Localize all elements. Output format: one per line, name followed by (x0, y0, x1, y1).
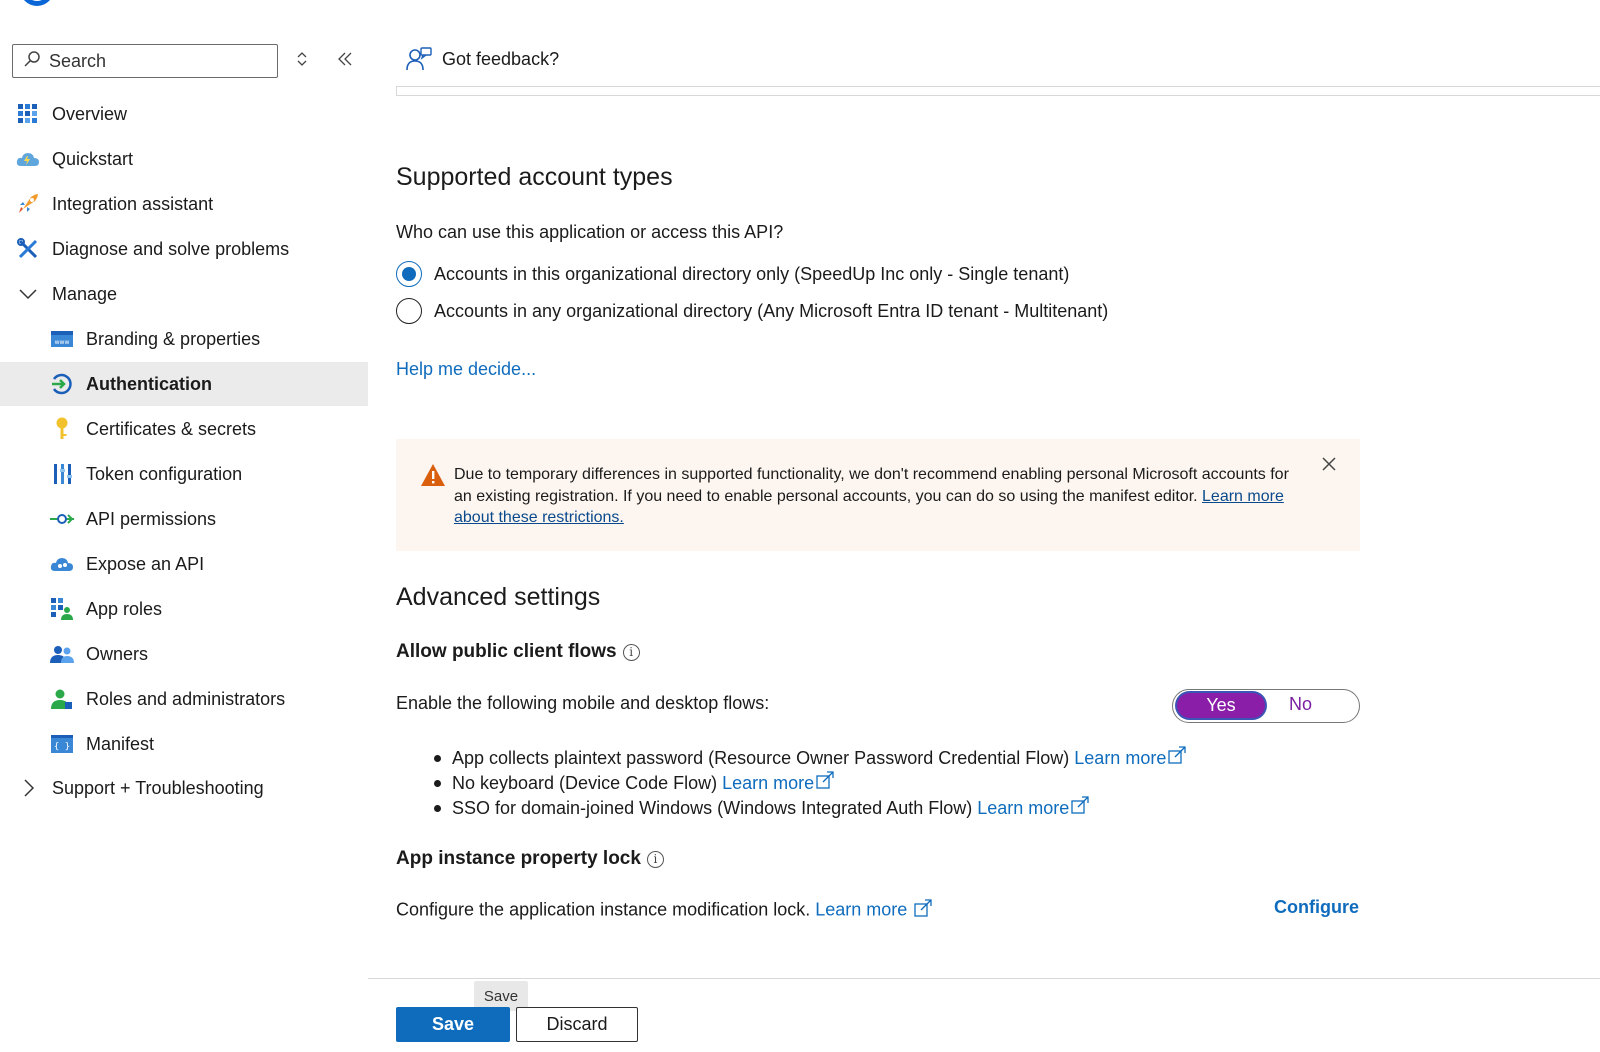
learn-more-link[interactable]: Learn more (815, 899, 908, 920)
save-button[interactable]: Save (396, 1007, 510, 1042)
sidebar-item-token-config[interactable] (0, 452, 368, 496)
sidebar-item-label: Manifest (86, 733, 155, 754)
owners-icon (50, 642, 74, 666)
section-title-account-types: Supported account types (396, 163, 673, 191)
tools-icon (16, 237, 40, 261)
sidebar-item-branding[interactable] (0, 317, 368, 361)
external-link-icon (1168, 746, 1186, 771)
sidebar-item-owners[interactable] (0, 632, 368, 676)
external-link-icon (914, 899, 932, 922)
info-icon[interactable]: i (647, 851, 664, 868)
section-title-advanced: Advanced settings (396, 583, 601, 611)
radio-button-checked[interactable] (396, 261, 422, 287)
flow-text: SSO for domain-joined Windows (Windows Integrated Auth Flow) (452, 798, 973, 818)
chevron-down-icon (16, 282, 40, 306)
radio-single-tenant[interactable] (396, 261, 1069, 287)
learn-more-restrictions-link[interactable]: Learn more about these restrictions. (454, 487, 1284, 526)
search-icon (23, 50, 41, 73)
manifest-icon (50, 732, 74, 756)
sidebar-item-label: Owners (86, 643, 149, 664)
authentication-icon (50, 372, 74, 396)
roles-admins-icon (50, 687, 74, 711)
bullet-dot (434, 755, 441, 762)
svg-text:www: www (54, 339, 70, 346)
sidebar-item-certificates[interactable] (0, 407, 368, 451)
property-lock-text: Configure the application instance modification lock. (396, 899, 811, 920)
sidebar-item-quickstart[interactable] (0, 137, 368, 181)
info-icon[interactable]: i (623, 644, 640, 661)
public-flows-title: Allow public client flows (396, 641, 617, 662)
sidebar-item-label: App roles (86, 598, 163, 619)
flow-text: App collects plaintext password (Resource Owner Password Credential Flow) (452, 748, 1070, 768)
learn-more-link[interactable]: Learn more (977, 798, 1070, 818)
help-me-decide-link[interactable]: Help me decide... (396, 359, 537, 379)
list-item (434, 771, 1186, 796)
www-icon (50, 327, 74, 351)
learn-more-link[interactable]: Learn more (722, 773, 815, 793)
warning-text (454, 464, 1304, 529)
sidebar-item-roles-admins[interactable] (0, 677, 368, 721)
account-types-question: Who can use this application or access this API? (396, 222, 784, 242)
sidebar-item-overview[interactable] (0, 92, 368, 136)
save-tooltip: Save (474, 981, 528, 1011)
list-item (434, 746, 1186, 771)
sidebar-group-manage[interactable] (0, 272, 368, 316)
chevron-right-icon (16, 776, 40, 800)
sidebar-item-integration-assistant[interactable] (0, 182, 368, 226)
warning-message: Due to temporary differences in supported functionality, we don't recommend enabling personal Microsoft accounts for an existing registration. If you need to enable personal accounts, you can do so using the manifest editor. (454, 466, 1289, 505)
close-icon[interactable] (1320, 455, 1338, 473)
discard-button[interactable]: Discard (516, 1007, 638, 1042)
sidebar-item-label: Quickstart (52, 148, 134, 169)
radio-multi-tenant[interactable] (396, 298, 1108, 324)
sidebar-item-label: Diagnose and solve problems (52, 238, 290, 259)
search-input[interactable] (12, 44, 278, 78)
sidebar-item-app-roles[interactable] (0, 587, 368, 631)
sidebar (0, 0, 368, 1052)
svg-text:{ }: { } (53, 742, 71, 752)
sidebar-item-label: Integration assistant (52, 193, 214, 214)
toggle-no-option[interactable]: No (1289, 694, 1313, 714)
sidebar-item-label: Branding & properties (86, 328, 261, 349)
warning-icon (420, 463, 446, 487)
property-lock-description (396, 899, 932, 922)
cloud-api-icon (50, 552, 74, 576)
sidebar-group-support[interactable] (0, 766, 368, 810)
sidebar-item-label: Token configuration (86, 463, 243, 484)
sidebar-item-authentication[interactable] (0, 362, 368, 406)
sidebar-item-diagnose[interactable] (0, 227, 368, 271)
toggle-yes-option[interactable]: Yes (1177, 693, 1265, 718)
double-chevron-left-icon (337, 51, 353, 72)
flows-list (434, 746, 1186, 821)
api-permissions-icon (50, 507, 74, 531)
up-down-icon (296, 50, 308, 73)
public-flows-toggle[interactable] (1172, 689, 1360, 723)
bullet-dot (434, 780, 441, 787)
sidebar-item-manifest[interactable] (0, 722, 368, 766)
token-bars-icon (50, 462, 74, 486)
radio-button[interactable] (396, 298, 422, 324)
feedback-icon (406, 46, 432, 72)
flow-text: No keyboard (Device Code Flow) (452, 773, 718, 793)
bullet-dot (434, 805, 441, 812)
sidebar-item-label: Roles and administrators (86, 688, 286, 709)
sidebar-item-label: Expose an API (86, 553, 205, 574)
sidebar-item-label: Certificates & secrets (86, 418, 257, 439)
warning-banner (396, 439, 1360, 551)
sidebar-item-label: API permissions (86, 508, 217, 529)
learn-more-link[interactable]: Learn more (1074, 748, 1167, 768)
sidebar-item-label: Overview (52, 103, 128, 124)
app-roles-icon (50, 597, 74, 621)
header-divider (396, 86, 1600, 96)
list-item (434, 796, 1186, 821)
public-flows-description: Enable the following mobile and desktop flows: (396, 693, 770, 713)
external-link-icon (1071, 796, 1089, 821)
collapse-sidebar-button[interactable] (334, 48, 356, 74)
feedback-button[interactable] (406, 46, 559, 72)
search-placeholder: Search (49, 50, 107, 71)
key-icon (50, 417, 74, 441)
public-flows-heading (396, 641, 640, 663)
sidebar-item-label: Manage (52, 283, 118, 304)
sort-button[interactable] (292, 50, 312, 72)
feedback-label: Got feedback? (442, 48, 560, 69)
sidebar-item-api-permissions[interactable] (0, 497, 368, 541)
cloud-bolt-icon (16, 147, 40, 171)
footer-divider (368, 978, 1600, 979)
sidebar-item-expose-api[interactable] (0, 542, 368, 586)
radio-label: Accounts in this organizational directory only (SpeedUp Inc only - Single tenant) (434, 263, 1070, 284)
rocket-icon (16, 192, 40, 216)
grid-icon (16, 102, 40, 126)
radio-label: Accounts in any organizational directory (Any Microsoft Entra ID tenant - Multitenant) (434, 300, 1109, 321)
configure-button[interactable]: Configure (1274, 897, 1359, 917)
property-lock-title: App instance property lock (396, 848, 641, 869)
property-lock-heading (396, 848, 664, 870)
external-link-icon (816, 771, 834, 796)
sidebar-item-label: Support + Troubleshooting (52, 777, 264, 798)
sidebar-item-label: Authentication (86, 373, 212, 394)
